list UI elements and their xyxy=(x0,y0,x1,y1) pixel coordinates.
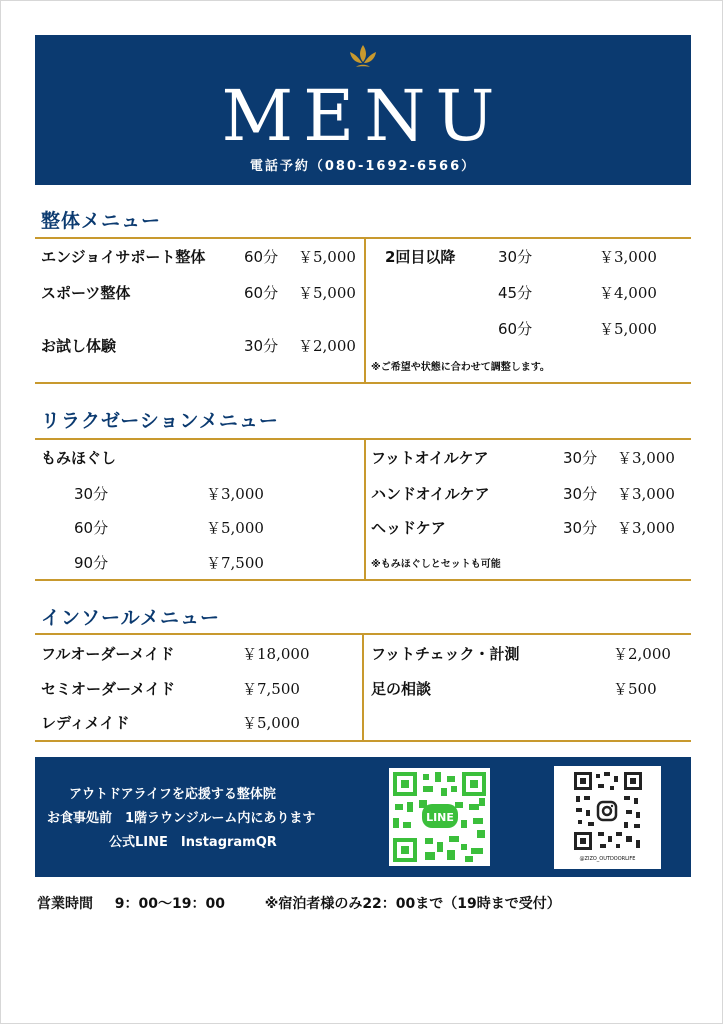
line-qr-icon xyxy=(389,768,490,866)
menu-item-price: ￥3,000 xyxy=(617,485,675,503)
menu-item-name: フットチェック・計測 xyxy=(371,645,520,663)
menu-item-duration: 90分 xyxy=(74,554,109,572)
section-title-seitai: 整体メニュー xyxy=(41,210,162,232)
phone-reservation: 電話予約（080-1692-6566） xyxy=(249,159,477,174)
menu-item-name: 足の相談 xyxy=(371,680,432,698)
menu-item-duration: 60分 xyxy=(244,248,279,266)
menu-item-duration: 45分 xyxy=(498,284,533,302)
menu-item-name: レディメイド xyxy=(41,714,130,732)
menu-item-price: ￥4,000 xyxy=(599,284,657,302)
footer-banner xyxy=(35,757,691,877)
menu-item-price: ￥18,000 xyxy=(242,645,310,663)
menu-item-name: フットオイルケア xyxy=(371,449,489,467)
menu-item-price: ￥5,000 xyxy=(206,519,264,537)
menu-item-price: ￥5,000 xyxy=(599,320,657,338)
menu-item-duration: 30分 xyxy=(498,248,533,266)
menu-item-duration: 60分 xyxy=(74,519,109,537)
menu-item-name: もみほぐし xyxy=(41,449,117,467)
footer-tagline: アウトドアライフを応援する整体院 xyxy=(69,787,276,802)
footer-qr-caption: 公式LINE InstagramQR xyxy=(109,835,277,850)
hours-time: 9：00〜19：00 xyxy=(114,896,225,912)
line-qr-label: LINE xyxy=(426,811,454,824)
menu-item-price: ￥2,000 xyxy=(298,337,356,355)
relax-note: ※もみほぐしとセットも可能 xyxy=(371,559,501,570)
divider xyxy=(35,237,691,239)
seitai-note: ※ご希望や状態に合わせて調整します。 xyxy=(371,362,550,373)
menu-item-price: ￥7,500 xyxy=(206,554,264,572)
page-title: MENU xyxy=(221,75,505,157)
menu-item-name: ハンドオイルケア xyxy=(371,485,490,503)
hours-note: ※宿泊者様のみ22：00まで（19時まで受付） xyxy=(264,896,561,912)
menu-item-price: ￥3,000 xyxy=(206,485,264,503)
menu-item-duration: 30分 xyxy=(563,449,598,467)
menu-item-duration: 30分 xyxy=(74,485,109,503)
menu-item-duration: 60分 xyxy=(244,284,279,302)
menu-item-price: ￥3,000 xyxy=(617,449,675,467)
column-divider xyxy=(364,438,366,580)
divider xyxy=(35,382,691,384)
menu-item-name: ヘッドケア xyxy=(371,519,446,537)
column-divider xyxy=(364,237,366,383)
column-divider xyxy=(362,633,364,741)
menu-item-duration: 30分 xyxy=(563,485,598,503)
menu-item-price: ￥5,000 xyxy=(298,248,356,266)
instagram-handle: @ZIZO_OUTDOORLIFE xyxy=(579,856,636,862)
menu-item-price: ￥2,000 xyxy=(613,645,671,663)
divider xyxy=(35,740,691,742)
business-hours xyxy=(37,893,561,913)
menu-item-name: フルオーダーメイド xyxy=(41,645,175,663)
instagram-qr-code[interactable] xyxy=(554,766,661,869)
menu-item-duration: 60分 xyxy=(498,320,533,338)
menu-item-price: ￥500 xyxy=(613,680,657,698)
menu-item-price: ￥5,000 xyxy=(242,714,300,732)
menu-item-name: スポーツ整体 xyxy=(41,284,131,302)
header-banner xyxy=(35,35,691,185)
instagram-qr-icon xyxy=(554,766,661,869)
divider xyxy=(35,438,691,440)
section-title-relaxation: リラクゼーションメニュー xyxy=(41,410,279,432)
line-qr-code[interactable] xyxy=(389,768,490,866)
menu-item-duration: 30分 xyxy=(244,337,279,355)
menu-item-name: エンジョイサポート整体 xyxy=(41,248,206,266)
menu-item-name: お試し体験 xyxy=(41,337,117,355)
lotus-logo-icon xyxy=(347,43,379,73)
hours-label: 営業時間 xyxy=(37,896,93,912)
menu-item-price: ￥3,000 xyxy=(599,248,657,266)
repeat-visit-label: 2回目以降 xyxy=(385,248,456,266)
section-title-insole: インソールメニュー xyxy=(41,607,221,629)
menu-item-price: ￥5,000 xyxy=(298,284,356,302)
menu-item-price: ￥3,000 xyxy=(617,519,675,537)
menu-item-price: ￥7,500 xyxy=(242,680,300,698)
menu-item-name: セミオーダーメイド xyxy=(41,680,175,698)
divider xyxy=(35,579,691,581)
menu-item-duration: 30分 xyxy=(563,519,598,537)
footer-location: お食事処前 1階ラウンジルーム内にあります xyxy=(47,811,316,826)
